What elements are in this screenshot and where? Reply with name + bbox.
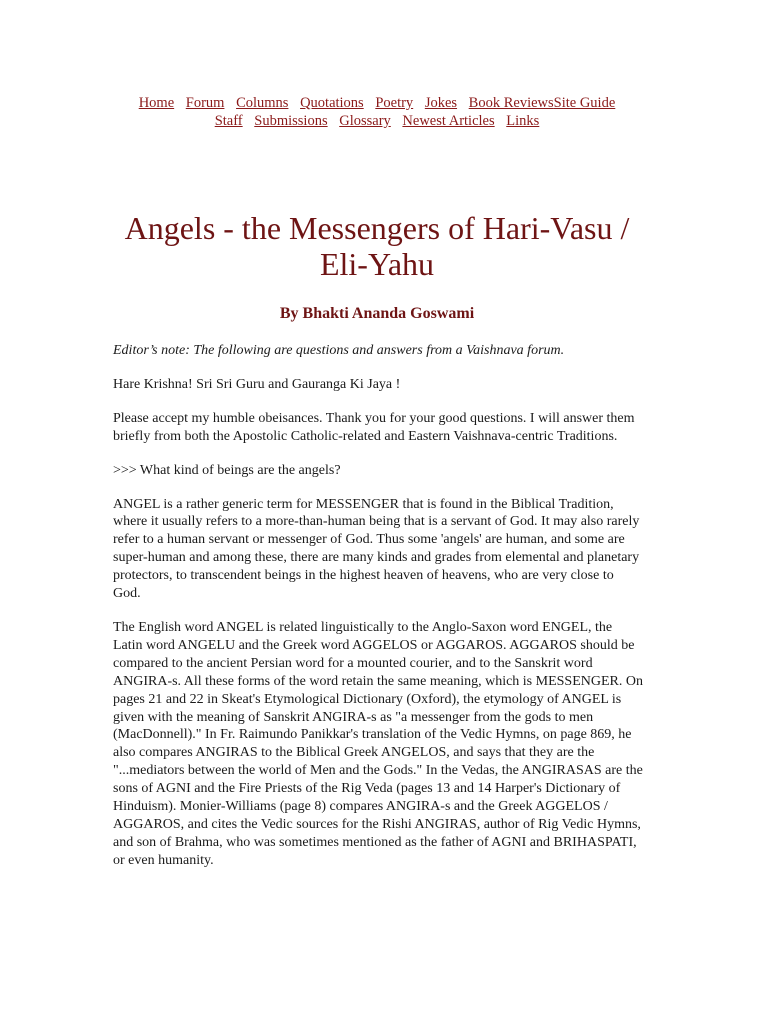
nav-link-quotations[interactable]: Quotations bbox=[300, 95, 364, 111]
nav-link-newest-articles[interactable]: Newest Articles bbox=[402, 113, 495, 129]
article-body bbox=[113, 342, 643, 886]
site-navigation bbox=[100, 94, 654, 130]
nav-link-jokes[interactable]: Jokes bbox=[424, 95, 458, 111]
article-byline: By Bhakti Ananda Goswami bbox=[279, 305, 475, 322]
editor-note bbox=[113, 342, 643, 360]
article-title: Angels - the Messengers of Hari-Vasu / Eli-Yahu bbox=[124, 210, 630, 282]
nav-link-glossary[interactable]: Glossary bbox=[339, 113, 391, 129]
paragraph-etymology: The English word ANGEL is related linguistically to the Anglo-Saxon word ENGEL, the Latin word ANGELU and the Greek word AGGELOS or AGGAROS. AGGAROS should be compared to the ancient Persian word for a mounted courier, and to the Sanskrit word ANGIRA-s. All these forms of the word retain the same meaning, which is MESSENGER. On pages 21 and 22 in Skeat's Etymological Dictionary (Oxford), the etymology of ANGEL is given with the meaning of Sanskrit ANGIRA-s as "a messenger from the gods to men (MacDonnell)." In Fr. Raimundo Panikkar's translation of the Vedic Hymns, on page 869, he also compares ANGIRAS to the Biblical Greek ANGELOS, and says that they are the "...mediators between the world of Men and the Gods." In the Vedas, the ANGIRASAS are the sons of AGNI and the Fire Priests of the Rig Veda (pages 13 and 14 Harper's Dictionary of Hinduism). Monier-Williams (page 8) compares ANGIRA-s and the Greek AGGELOS / AGGAROS, and cites the Vedic sources for the Rishi ANGIRAS, author of Rig Vedic Hymns, and son of Brahma, who was sometimes mentioned as the father of AGNI and BRIHASPATI, or even humanity. bbox=[113, 619, 643, 868]
nav-row-1 bbox=[100, 94, 654, 112]
editor-note-text: The following are questions and answers from a Vaishnava forum. bbox=[189, 343, 565, 358]
nav-link-home[interactable]: Home bbox=[138, 95, 175, 111]
nav-link-book-reviews[interactable]: Book Reviews bbox=[468, 95, 554, 111]
paragraph-obeisances: Please accept my humble obeisances. Thank you for your good questions. I will answer them briefly from both the Apostolic Catholic-related and Eastern Vaishnava-centric Traditions. bbox=[113, 410, 635, 444]
nav-row-2 bbox=[100, 112, 654, 130]
nav-link-staff[interactable]: Staff bbox=[214, 113, 243, 129]
nav-link-poetry[interactable]: Poetry bbox=[375, 95, 414, 111]
paragraph-question: >>> What kind of beings are the angels? bbox=[113, 462, 341, 478]
editor-note-label: Editor’s note: bbox=[113, 343, 190, 358]
nav-link-forum[interactable]: Forum bbox=[185, 95, 225, 111]
nav-link-columns[interactable]: Columns bbox=[236, 95, 289, 111]
nav-link-submissions[interactable]: Submissions bbox=[254, 113, 328, 129]
nav-link-links[interactable]: Links bbox=[506, 113, 540, 129]
paragraph-greeting: Hare Krishna! Sri Sri Guru and Gauranga Ki Jaya ! bbox=[113, 376, 401, 392]
nav-link-site-guide[interactable]: Site Guide bbox=[553, 95, 616, 111]
paragraph-angel-definition: ANGEL is a rather generic term for MESSENGER that is found in the Biblical Tradition, where it usually refers to a more-than-human being that is a servant of God. It may also rarely refer to a human servant or messenger of God. Thus some 'angels' are human, and some are super-human and among these, there are many kinds and grades from elemental and planetary protectors, to transcendent beings in the highest heaven of heavens, who are very close to God. bbox=[113, 496, 640, 602]
